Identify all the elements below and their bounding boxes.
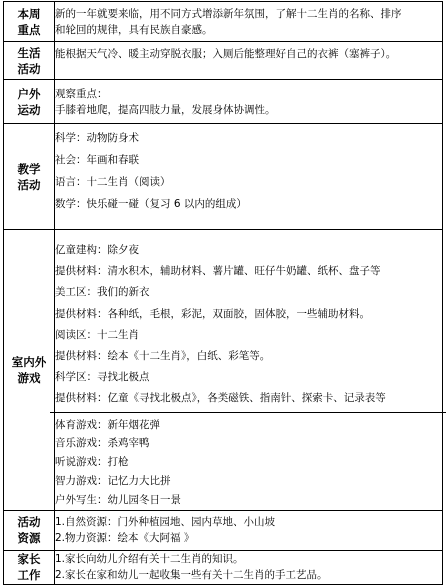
content-line: 数学：快乐碰一碰（复习 6 以内的组成） xyxy=(55,198,247,210)
row-weekly-focus xyxy=(4,2,443,42)
content-line: 提供材料：亿童《寻找北极点》，各类磁铁、指南针、探索卡、记录表等 xyxy=(55,392,386,405)
content-life-activity xyxy=(55,42,443,80)
games-block xyxy=(55,413,442,510)
label-line: 本周 xyxy=(17,6,41,21)
label-line: 资源 xyxy=(17,531,41,546)
label-line: 活动 xyxy=(17,177,41,192)
label-line: 重点 xyxy=(17,22,41,37)
label-line: 活动 xyxy=(17,515,41,530)
row-outdoor-exercise xyxy=(4,80,443,124)
content-line: 阅读区：十二生肖 xyxy=(55,328,139,341)
label-line: 教学 xyxy=(17,161,41,176)
label-outdoor-exercise xyxy=(4,80,55,124)
content-line: 2.物力资源：绘本《大阿福 》 xyxy=(55,532,195,545)
content-line: 亿童建构：除夕夜 xyxy=(55,244,139,256)
label-weekly-focus xyxy=(4,2,55,42)
content-line: 新的一年就要来临，用不同方式增添新年氛围，了解十二生肖的名称、排序 xyxy=(55,7,402,20)
label-activity-resources xyxy=(4,510,55,550)
content-line: 体育游戏：新年烟花弹 xyxy=(55,418,160,431)
content-line: 听说游戏：打枪 xyxy=(55,456,129,469)
content-indoor-outdoor-games xyxy=(55,230,443,511)
content-line: 提供材料：清水积木，辅助材料、薯片罐、旺仔牛奶罐、纸杯、盘子等 xyxy=(55,265,381,278)
content-weekly-focus xyxy=(55,2,443,42)
label-indoor-outdoor-games xyxy=(4,230,55,511)
row-activity-resources xyxy=(4,510,443,550)
label-line: 活动 xyxy=(17,61,41,76)
content-line: 手膝着地爬，提高四肢力量，发展身体协调性。 xyxy=(55,103,276,116)
content-outdoor-exercise xyxy=(55,80,443,124)
label-line: 室内外 xyxy=(11,354,47,369)
label-line: 工作 xyxy=(17,568,41,583)
content-line: 和轮回的规律，具有民族自豪感。 xyxy=(55,23,213,36)
content-line: 能根据天气冷、暖主动穿脱衣服；入厕后能整理好自己的衣裤（塞裤子）。 xyxy=(55,48,397,60)
label-line: 户外 xyxy=(17,86,41,101)
content-line: 音乐游戏：杀鸡宰鸭 xyxy=(55,437,150,450)
content-line: 科学区：寻找北极点 xyxy=(55,371,150,384)
content-line: 1.自然资源：门外种植园地、园内草地、小山坡 xyxy=(55,516,276,529)
content-line: 智力游戏：记忆力大比拼 xyxy=(55,475,171,488)
content-line: 1.家长向幼儿介绍有关十二生肖的知识。 xyxy=(55,553,244,566)
content-line: 观察重点： xyxy=(55,87,108,100)
label-line: 游戏 xyxy=(17,370,41,385)
row-life-activity xyxy=(4,42,443,80)
content-line: 社会：年画和春联 xyxy=(55,154,139,166)
content-line: 提供材料：绘本《十二生肖》，白纸、彩笔等。 xyxy=(55,350,271,363)
label-parent-work xyxy=(4,550,55,584)
content-parent-work xyxy=(55,550,443,584)
label-life-activity xyxy=(4,42,55,80)
label-line: 运动 xyxy=(17,102,41,117)
label-teaching-activity xyxy=(4,124,55,230)
content-teaching-activity xyxy=(55,124,443,230)
content-line: 提供材料：各种纸，毛根，彩泥，双面胶，固体胶，一些辅助材料。 xyxy=(55,307,370,320)
content-line: 2.家长在家和幼儿一起收集一些有关十二生肖的手工艺品。 xyxy=(55,569,328,582)
content-activity-resources xyxy=(55,510,443,550)
label-line: 生活 xyxy=(17,45,41,60)
row-indoor-outdoor-games xyxy=(4,230,443,511)
row-parent-work xyxy=(4,550,443,584)
label-line: 家长 xyxy=(17,552,41,567)
content-line: 语言：十二生肖（阅读） xyxy=(55,176,171,188)
weekly-plan-table xyxy=(3,1,443,585)
content-line: 户外写生：幼儿园冬日一景 xyxy=(55,493,181,506)
content-line: 科学：动物防身术 xyxy=(55,132,139,144)
learning-areas-block xyxy=(50,230,446,413)
row-teaching-activity xyxy=(4,124,443,230)
content-line: 美工区：我们的新衣 xyxy=(55,286,150,299)
